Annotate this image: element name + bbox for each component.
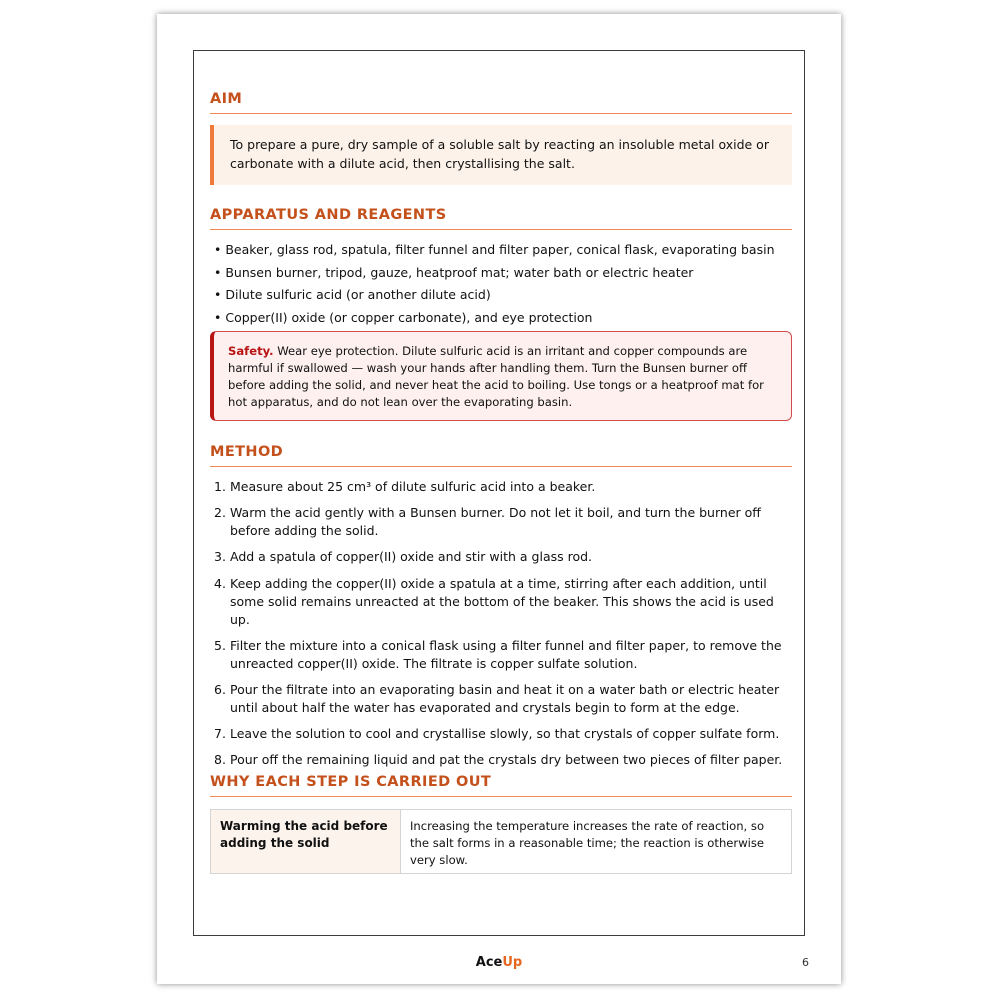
apparatus-list xyxy=(214,241,794,331)
aim-heading: AIM xyxy=(210,91,792,114)
list-item: 1. Measure about 25 cm³ of dilute sulfuric acid into a beaker. xyxy=(214,479,596,494)
method-list xyxy=(214,478,794,778)
apparatus-heading: APPARATUS AND REAGENTS xyxy=(210,207,792,230)
list-item: 5. Filter the mixture into a conical flask using a filter funnel and filter paper, to remove the unreacted copper(II) oxide. The filtrate is copper sulfate solution. xyxy=(214,637,782,671)
list-item: 4. Keep adding the copper(II) oxide a spatula at a time, stirring after each addition, until some solid remains unreacted at the bottom of the beaker. This shows the acid is used up. xyxy=(214,575,774,627)
list-item: • Dilute sulfuric acid (or another dilute acid) xyxy=(214,287,491,302)
list-item: 6. Pour the filtrate into an evaporating basin and heat it on a water bath or electric heater until about half the water has evaporated and crystals begin to form at the edge. xyxy=(214,681,780,715)
safety-text: Wear eye protection. Dilute sulfuric acid is an irritant and copper compounds are harmful if swallowed — wash your hands after handling them. Turn the Bunsen burner off before adding the solid, and never heat the acid to boiling. Use tongs or a heatproof mat for hot apparatus, and do not lean over the evaporating basin. xyxy=(228,344,764,409)
table-cell: Increasing the temperature increases the rate of reaction, so the salt forms in a reasonable time; the reaction is otherwise very slow. xyxy=(410,819,765,867)
list-item: • Beaker, glass rod, spatula, filter funnel and filter paper, conical flask, evaporating basin xyxy=(214,242,775,257)
list-item: • Copper(II) oxide (or copper carbonate), and eye protection xyxy=(214,309,593,325)
why-heading: WHY EACH STEP IS CARRIED OUT xyxy=(210,774,792,797)
table-row-header: Warming the acid before adding the solid xyxy=(211,810,401,873)
safety-label: Safety. xyxy=(228,344,274,358)
brand-logo: AceUp xyxy=(475,955,523,970)
list-item: 2. Warm the acid gently with a Bunsen burner. Do not let it boil, and turn the burner off before adding the solid. xyxy=(214,505,761,539)
aim-callout: To prepare a pure, dry sample of a soluble salt by reacting an insoluble metal oxide or carbonate with a dilute acid, then crystallising the salt. xyxy=(210,125,792,185)
list-item: 3. Add a spatula of copper(II) oxide and stir with a glass rod. xyxy=(214,549,593,565)
page-number: 6 xyxy=(802,956,809,969)
safety-callout xyxy=(210,331,792,421)
list-item: 8. Pour off the remaining liquid and pat the crystals dry between two pieces of filter paper. xyxy=(214,752,783,768)
reasons-table xyxy=(210,809,792,874)
content-frame xyxy=(193,50,805,936)
document-page xyxy=(157,14,841,984)
list-item: • Bunsen burner, tripod, gauze, heatproof mat; water bath or electric heater xyxy=(214,264,694,280)
method-heading: METHOD xyxy=(210,444,792,467)
list-item: 7. Leave the solution to cool and crystallise slowly, so that crystals of copper sulfate form. xyxy=(214,726,780,742)
